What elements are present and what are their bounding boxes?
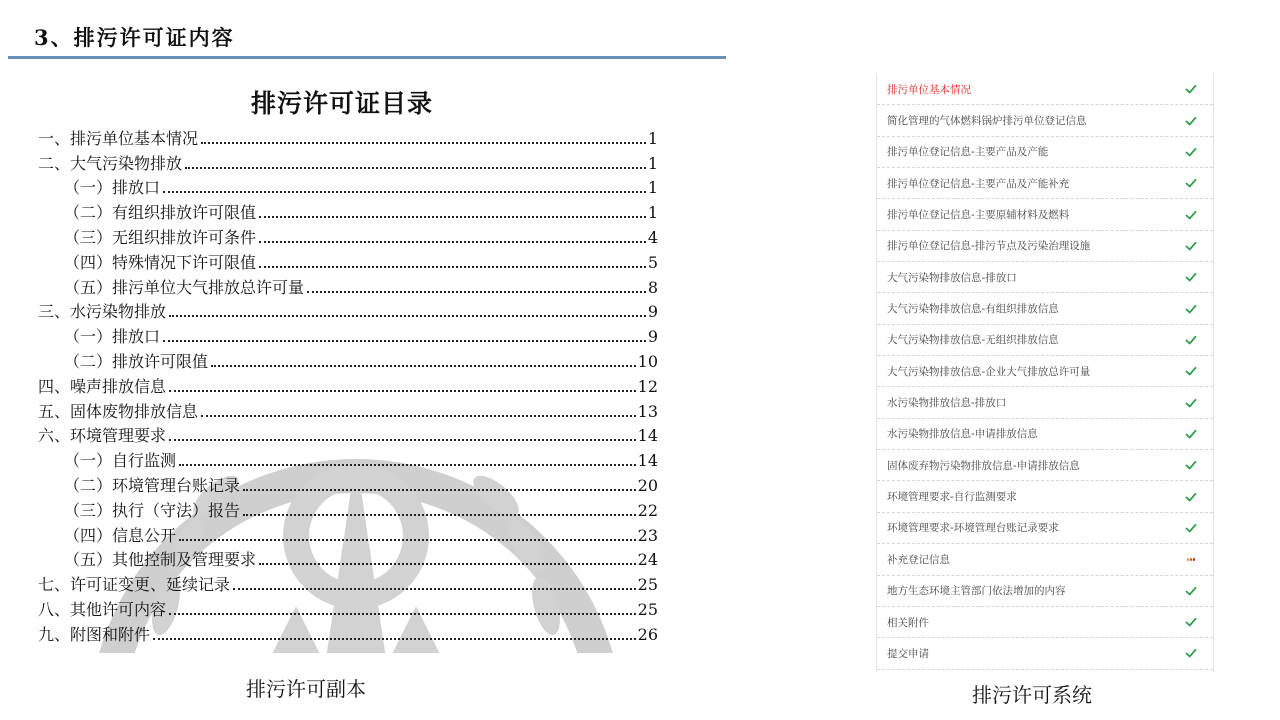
menu-item[interactable] <box>877 137 1213 168</box>
check-icon <box>1179 396 1203 410</box>
toc-leader-dots <box>153 637 636 640</box>
toc-entry-title: （四）信息公开 <box>64 525 177 545</box>
check-icon <box>1179 302 1203 316</box>
toc-leader-dots <box>163 190 646 193</box>
permit-copy-document <box>26 66 658 653</box>
permit-system-menu <box>876 74 1214 672</box>
pending-dots-icon <box>1179 558 1203 561</box>
toc-page-number: 1 <box>647 128 658 148</box>
toc-page-number: 10 <box>637 351 658 371</box>
toc-entry-title: （五）其他控制及管理要求 <box>64 550 257 570</box>
toc-leader-dots <box>169 314 646 317</box>
toc-entry <box>38 298 658 323</box>
toc-page-number: 1 <box>647 178 658 198</box>
toc-entry <box>38 124 658 149</box>
toc-page-number: 25 <box>637 575 658 595</box>
toc-heading: 排污许可证目录 <box>250 89 433 118</box>
toc-page-number: 14 <box>637 451 658 471</box>
toc-entry <box>38 471 658 496</box>
check-icon <box>1179 82 1203 96</box>
menu-item-label: 排污单位基本情况 <box>887 83 971 96</box>
menu-item-label: 排污单位登记信息-主要产品及产能补充 <box>887 177 1070 190</box>
check-icon <box>1179 239 1203 253</box>
toc-leader-dots <box>169 389 636 392</box>
toc-page-number: 22 <box>637 500 658 520</box>
menu-item[interactable] <box>877 199 1213 230</box>
menu-item[interactable] <box>877 576 1213 607</box>
toc-leader-dots <box>259 215 646 218</box>
toc-entry-title: 九、附图和附件 <box>38 624 151 644</box>
toc-leader-dots <box>179 463 636 466</box>
permit-system-caption: 排污许可系统 <box>972 683 1092 707</box>
toc-entry <box>38 372 658 397</box>
toc-entry <box>38 397 658 422</box>
toc-leader-dots <box>243 513 636 516</box>
menu-item[interactable] <box>877 607 1213 638</box>
check-icon <box>1179 458 1203 472</box>
toc-entry-title: 三、水污染物排放 <box>38 302 167 322</box>
menu-item-label: 大气污染物排放信息-企业大气排放总许可量 <box>887 365 1091 378</box>
check-icon <box>1179 114 1203 128</box>
toc-page-number: 1 <box>647 203 658 223</box>
toc-entry-title: （三）无组织排放许可条件 <box>64 227 257 247</box>
check-icon <box>1179 521 1203 535</box>
menu-item-label: 地方生态环境主管部门依法增加的内容 <box>887 585 1066 598</box>
toc-entry-title: （二）环境管理台账记录 <box>64 475 241 495</box>
menu-item-label: 补充登记信息 <box>887 553 950 566</box>
toc-page-number: 9 <box>647 302 658 322</box>
toc-entry-title: （三）执行（守法）报告 <box>64 500 241 520</box>
check-icon <box>1179 490 1203 504</box>
menu-item[interactable] <box>877 74 1213 105</box>
menu-item-label: 相关附件 <box>887 616 929 629</box>
toc-entry <box>38 223 658 248</box>
menu-item[interactable] <box>877 638 1213 669</box>
toc-leader-dots <box>169 438 636 441</box>
menu-item-label: 排污单位登记信息-排污节点及污染治理设施 <box>887 240 1091 253</box>
toc-leader-dots <box>307 290 646 293</box>
menu-item-label: 简化管理的气体燃料锅炉排污单位登记信息 <box>887 115 1087 128</box>
menu-item[interactable] <box>877 513 1213 544</box>
toc-list <box>38 124 658 645</box>
menu-item[interactable] <box>877 419 1213 450</box>
toc-entry <box>38 446 658 471</box>
check-icon <box>1179 584 1203 598</box>
toc-page-number: 13 <box>637 401 658 421</box>
toc-entry-title: 五、固体废物排放信息 <box>38 401 199 421</box>
toc-entry-title: （四）特殊情况下许可限值 <box>64 252 257 272</box>
toc-leader-dots <box>259 265 646 268</box>
menu-item-label: 环境管理要求-自行监测要求 <box>887 491 1017 504</box>
check-icon <box>1179 145 1203 159</box>
menu-item[interactable] <box>877 356 1213 387</box>
toc-page-number: 12 <box>637 376 658 396</box>
slide-title: 3、排污许可证内容 <box>34 25 235 50</box>
menu-item-label: 大气污染物排放信息-排放口 <box>887 271 1017 284</box>
check-icon <box>1179 615 1203 629</box>
toc-entry <box>38 198 658 223</box>
toc-entry-title: 一、排污单位基本情况 <box>38 128 199 148</box>
menu-item-label: 环境管理要求-环境管理台账记录要求 <box>887 522 1059 535</box>
toc-page-number: 20 <box>637 475 658 495</box>
menu-item[interactable] <box>877 325 1213 356</box>
toc-entry <box>38 322 658 347</box>
toc-entry <box>38 149 658 174</box>
title-divider <box>8 56 726 59</box>
menu-item[interactable] <box>877 262 1213 293</box>
toc-entry-title: 四、噪声排放信息 <box>38 376 167 396</box>
toc-leader-dots <box>201 141 646 144</box>
menu-item[interactable] <box>877 293 1213 324</box>
menu-item-label: 大气污染物排放信息-有组织排放信息 <box>887 303 1059 316</box>
toc-entry-title: 八、其他许可内容 <box>38 599 167 619</box>
toc-entry-title: （一）自行监测 <box>64 451 177 471</box>
menu-item-label: 大气污染物排放信息-无组织排放信息 <box>887 334 1059 347</box>
toc-entry-title: （五）排污单位大气排放总许可量 <box>64 277 305 297</box>
toc-leader-dots <box>179 538 636 541</box>
menu-item-label: 水污染物排放信息-排放口 <box>887 397 1007 410</box>
check-icon <box>1179 333 1203 347</box>
menu-item[interactable] <box>877 544 1213 575</box>
check-icon <box>1179 176 1203 190</box>
toc-leader-dots <box>163 339 646 342</box>
toc-entry <box>38 248 658 273</box>
check-icon <box>1179 427 1203 441</box>
toc-page-number: 14 <box>637 426 658 446</box>
toc-leader-dots <box>259 240 646 243</box>
menu-item-label: 排污单位登记信息-主要产品及产能 <box>887 146 1049 159</box>
toc-leader-dots <box>185 166 646 169</box>
toc-page-number: 23 <box>637 525 658 545</box>
toc-leader-dots <box>211 364 636 367</box>
menu-item-label: 水污染物排放信息-申请排放信息 <box>887 428 1038 441</box>
menu-item-label: 提交申请 <box>887 647 929 660</box>
toc-entry-title: 七、许可证变更、延续记录 <box>38 575 231 595</box>
toc-entry <box>38 595 658 620</box>
menu-item[interactable] <box>877 105 1213 136</box>
toc-page-number: 5 <box>647 252 658 272</box>
toc-page-number: 24 <box>637 550 658 570</box>
toc-entry <box>38 174 658 199</box>
toc-entry-title: （二）有组织排放许可限值 <box>64 203 257 223</box>
toc-page-number: 8 <box>647 277 658 297</box>
toc-leader-dots <box>169 612 636 615</box>
toc-entry-title: （一）排放口 <box>64 178 161 198</box>
toc-leader-dots <box>243 488 636 491</box>
toc-page-number: 1 <box>647 153 658 173</box>
menu-item[interactable] <box>877 450 1213 481</box>
menu-item[interactable] <box>877 231 1213 262</box>
toc-entry <box>38 347 658 372</box>
check-icon <box>1179 646 1203 660</box>
check-icon <box>1179 270 1203 284</box>
toc-entry <box>38 620 658 645</box>
check-icon <box>1179 208 1203 222</box>
permit-copy-caption: 排污许可副本 <box>246 677 366 701</box>
toc-entry <box>38 273 658 298</box>
menu-item-label: 排污单位登记信息-主要原辅材料及燃料 <box>887 209 1070 222</box>
toc-entry <box>38 546 658 571</box>
toc-entry <box>38 570 658 595</box>
toc-entry <box>38 496 658 521</box>
toc-entry <box>38 422 658 447</box>
menu-item-label: 固体废弃物污染物排放信息-申请排放信息 <box>887 459 1080 472</box>
toc-entry-title: （二）排放许可限值 <box>64 351 209 371</box>
check-icon <box>1179 364 1203 378</box>
toc-entry-title: （一）排放口 <box>64 327 161 347</box>
toc-leader-dots <box>259 562 636 565</box>
toc-page-number: 26 <box>637 624 658 644</box>
menu-item[interactable] <box>877 481 1213 512</box>
menu-item[interactable] <box>877 387 1213 418</box>
toc-leader-dots <box>201 414 636 417</box>
toc-page-number: 4 <box>647 227 658 247</box>
toc-page-number: 9 <box>647 327 658 347</box>
toc-entry <box>38 521 658 546</box>
menu-item[interactable] <box>877 168 1213 199</box>
toc-page-number: 25 <box>637 599 658 619</box>
toc-leader-dots <box>233 587 636 590</box>
toc-entry-title: 六、环境管理要求 <box>38 426 167 446</box>
toc-entry-title: 二、大气污染物排放 <box>38 153 183 173</box>
